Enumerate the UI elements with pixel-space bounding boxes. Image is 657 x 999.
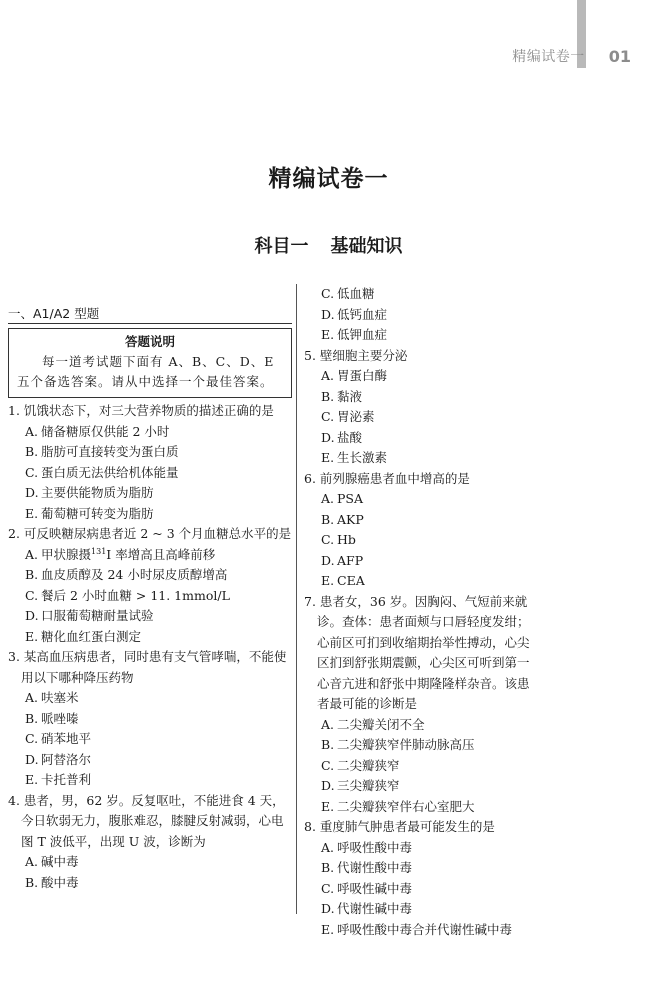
section-heading xyxy=(8,304,292,325)
option-text: 二尖瓣狭窄 xyxy=(337,757,400,773)
option-key: A. xyxy=(321,839,335,855)
option-text: 盐酸 xyxy=(337,429,363,445)
question-stem: 1. 饥饿状态下，对三大营养物质的描述正确的是 xyxy=(8,403,274,418)
section-label: 一、A1/A2 型题 xyxy=(8,306,100,321)
option-text: 低血糖 xyxy=(337,286,375,301)
option-key: A. xyxy=(25,854,39,869)
option-key: D. xyxy=(321,552,335,568)
option-key: C. xyxy=(321,757,335,773)
option-text: 口服葡萄糖耐量试验 xyxy=(41,608,154,623)
answer-option xyxy=(8,770,292,791)
option-text: Hb xyxy=(337,532,356,547)
option-key: C. xyxy=(25,731,39,746)
answer-option xyxy=(304,305,534,326)
option-key: A. xyxy=(321,716,335,732)
answer-option xyxy=(304,797,534,818)
option-key: E. xyxy=(321,327,335,342)
option-text: 呋塞米 xyxy=(41,690,79,705)
option-key: C. xyxy=(321,532,335,547)
answer-option xyxy=(304,899,534,920)
answer-option xyxy=(8,483,292,504)
subject-part: 科目一 xyxy=(254,236,309,257)
option-text: 储备糖原仅供能 2 小时 xyxy=(41,423,170,439)
option-key: E. xyxy=(321,921,335,937)
option-text: 卡托普利 xyxy=(41,772,92,787)
option-key: E. xyxy=(25,505,39,521)
answer-option xyxy=(304,551,534,572)
answer-option xyxy=(304,428,534,449)
option-key: E. xyxy=(321,450,335,465)
option-key: B. xyxy=(25,444,39,459)
option-key: D. xyxy=(321,306,335,322)
column-divider xyxy=(296,284,297,914)
option-text: 二尖瓣狭窄伴右心室肥大 xyxy=(337,798,475,814)
answer-option xyxy=(304,858,534,879)
option-text: AKP xyxy=(337,511,364,527)
option-key: E. xyxy=(321,573,335,588)
option-text: 呼吸性酸中毒 xyxy=(337,839,413,855)
option-key: A. xyxy=(25,690,39,705)
option-key: A. xyxy=(25,423,39,439)
option-text: AFP xyxy=(337,552,364,568)
answer-option xyxy=(304,325,534,346)
option-text: CEA xyxy=(337,573,365,588)
option-key: D. xyxy=(25,485,39,500)
answer-option xyxy=(8,586,292,607)
option-key: B. xyxy=(25,874,39,890)
answer-option xyxy=(304,510,534,531)
option-key: C. xyxy=(321,880,335,896)
option-key: C. xyxy=(321,286,335,301)
running-title: 精编试卷一 xyxy=(512,49,585,65)
option-text: 胃蛋白酶 xyxy=(337,368,388,383)
instructions-text: 每一道考试题下面有 A、B、C、D、E 五个备选答案。请从中选择一个最佳答案。 xyxy=(17,354,275,389)
answer-option xyxy=(8,545,292,566)
subject-name: 基础知识 xyxy=(330,236,403,257)
option-text: 蛋白质无法供给机体能量 xyxy=(41,464,179,480)
answer-option xyxy=(8,729,292,750)
answer-option xyxy=(304,489,534,510)
option-key: C. xyxy=(321,409,335,424)
option-key: A. xyxy=(25,546,39,562)
superscript: 131 xyxy=(91,546,107,556)
option-text: 葡萄糖可转变为脂肪 xyxy=(41,505,154,521)
right-column xyxy=(304,284,534,940)
option-text: 三尖瓣狭窄 xyxy=(337,778,400,793)
answer-option xyxy=(304,530,534,551)
answer-option xyxy=(304,920,534,941)
option-text: 低钾血症 xyxy=(337,327,388,342)
instructions-title: 答题说明 xyxy=(124,333,175,349)
option-key: E. xyxy=(321,798,335,814)
answer-option xyxy=(8,504,292,525)
answer-option xyxy=(304,838,534,859)
answer-option xyxy=(304,735,534,756)
answer-option xyxy=(8,606,292,627)
option-text: 二尖瓣狭窄伴肺动脉高压 xyxy=(337,737,475,752)
option-key: C. xyxy=(25,587,39,603)
question-list-right xyxy=(304,284,534,940)
page-number: 01 xyxy=(608,46,631,66)
option-key: D. xyxy=(25,751,39,767)
option-text: 胃泌素 xyxy=(337,409,375,424)
question-stem: 5. 壁细胞主要分泌 xyxy=(304,347,408,363)
answer-option xyxy=(8,463,292,484)
option-key: D. xyxy=(321,778,335,793)
question-stem: 7. 患者女，36 岁。因胸闷、气短前来就诊。查体：患者面颊与口唇轻度发绀；心前区可扪到收缩期抬举性搏动，心尖区扪到舒张期震颤，心尖区可听到第一心音亢进和舒张中期隆隆样杂音。该患者最可能的诊断是 xyxy=(304,593,530,711)
question-stem: 4. 患者，男，62 岁。反复呕吐，不能进食 4 天，今日软弱无力，腹胀难忍，膝腱反射减弱，心电图 T 波低平，出现 U 波，诊断为 xyxy=(8,792,285,849)
option-key: B. xyxy=(25,710,39,726)
option-text: 低钙血症 xyxy=(337,306,388,322)
answer-option xyxy=(8,852,292,873)
option-text: 血皮质醇及 24 小时尿皮质醇增高 xyxy=(41,567,228,582)
answer-option xyxy=(8,627,292,648)
option-text: 代谢性酸中毒 xyxy=(337,860,413,875)
option-key: C. xyxy=(25,464,39,480)
option-text: 硝苯地平 xyxy=(41,731,92,746)
option-key: B. xyxy=(321,511,335,527)
option-text: 糖化血红蛋白测定 xyxy=(41,628,142,644)
option-key: E. xyxy=(25,772,39,787)
question-stem: 6. 前列腺癌患者血中增高的是 xyxy=(304,470,470,486)
option-text: 碱中毒 xyxy=(41,854,79,869)
answer-option xyxy=(8,565,292,586)
answer-option xyxy=(304,407,534,428)
running-header xyxy=(512,44,631,68)
option-key: E. xyxy=(25,628,39,644)
left-column xyxy=(8,304,292,893)
question-stem: 2. 可反映糖尿病患者近 2 ~ 3 个月血糖总水平的是 xyxy=(8,526,292,541)
answer-option xyxy=(8,688,292,709)
option-key: B. xyxy=(25,567,39,582)
question-list-left xyxy=(8,401,292,893)
option-text: 生长激素 xyxy=(337,450,388,465)
option-key: A. xyxy=(321,491,335,506)
option-text: 哌唑嗪 xyxy=(41,710,79,726)
answer-option xyxy=(304,715,534,736)
option-text: 呼吸性碱中毒 xyxy=(337,880,413,896)
question-stem: 3. 某高血压病患者，同时患有支气管哮喘，不能使用以下哪种降压药物 xyxy=(8,649,287,685)
answer-option xyxy=(8,422,292,443)
answer-option xyxy=(304,366,534,387)
option-key: B. xyxy=(321,860,335,875)
option-key: B. xyxy=(321,737,335,752)
subject-title xyxy=(0,232,657,258)
option-text: 代谢性碱中毒 xyxy=(337,901,413,916)
question-stem: 8. 重度肺气肿患者最可能发生的是 xyxy=(304,819,495,834)
option-key: D. xyxy=(321,901,335,916)
answer-option xyxy=(8,709,292,730)
option-text: PSA xyxy=(337,491,364,506)
answer-option xyxy=(304,571,534,592)
option-text: 主要供能物质为脂肪 xyxy=(41,485,154,500)
answer-option xyxy=(304,284,534,305)
answer-option xyxy=(304,448,534,469)
option-key: D. xyxy=(321,429,335,445)
option-key: D. xyxy=(25,608,39,623)
answer-option xyxy=(8,873,292,894)
option-text: 二尖瓣关闭不全 xyxy=(337,716,425,732)
answer-option xyxy=(304,776,534,797)
answer-option xyxy=(304,756,534,777)
answer-option xyxy=(304,387,534,408)
answer-option xyxy=(304,879,534,900)
option-text: 黏液 xyxy=(337,388,363,404)
section-rule xyxy=(8,323,292,324)
answer-option xyxy=(8,750,292,771)
option-key: A. xyxy=(321,368,335,383)
option-text: 酸中毒 xyxy=(41,874,79,890)
page-title: 精编试卷一 xyxy=(268,166,389,192)
answer-option xyxy=(8,442,292,463)
option-key: B. xyxy=(321,388,335,404)
option-text: 餐后 2 小时血糖 > 11. 1mmol/L xyxy=(41,587,230,603)
option-text: 呼吸性酸中毒合并代谢性碱中毒 xyxy=(337,921,513,937)
option-text: 脂肪可直接转变为蛋白质 xyxy=(41,444,179,459)
instructions-box xyxy=(8,328,292,399)
option-text: 阿替洛尔 xyxy=(41,751,92,767)
option-text: 甲状腺摄$^{131}$I 率增高且高峰前移 xyxy=(41,546,216,562)
